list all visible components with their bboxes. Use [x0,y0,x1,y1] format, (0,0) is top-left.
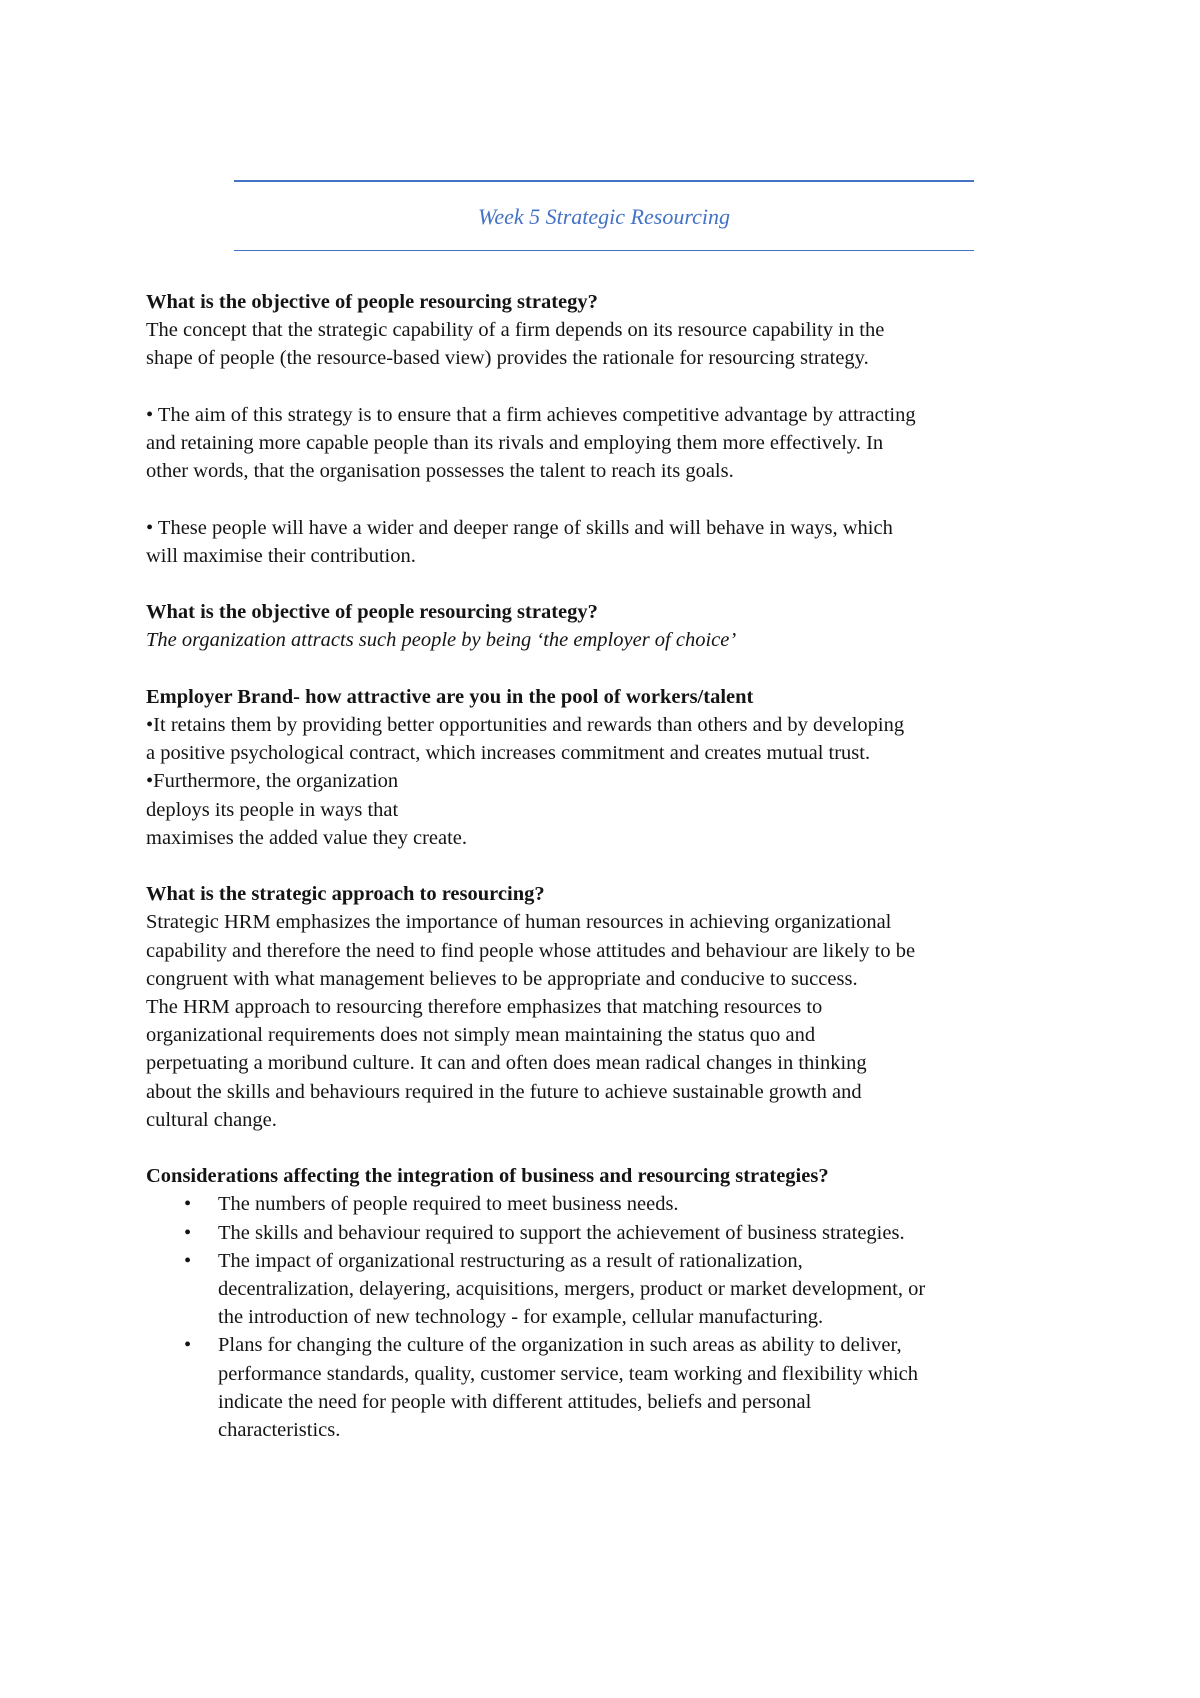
body-line: •Furthermore, the organization [146,770,399,793]
list-item-text: The numbers of people required to meet business needs. [218,1193,679,1216]
italic-statement: The organization attracts such people by being ‘the employer of choice’ [146,629,737,652]
list-item-text: Plans for changing the culture of the organization in such areas as ability to deliver, [218,1334,902,1357]
body-line: cultural change. [146,1108,277,1131]
body-line: a positive psychological contract, which increases commitment and creates mutual trust. [146,742,871,765]
list-item [146,1331,1076,1444]
list-item-text: the introduction of new technology - for example, cellular manufacturing. [218,1306,824,1329]
body-line: capability and therefore the need to find people whose attitudes and behaviour are likely to be [146,939,916,962]
body-line: shape of people (the resource-based view) provides the rationale for resourcing strategy. [146,347,869,370]
body-line: The HRM approach to resourcing therefore emphasizes that matching resources to [146,996,823,1018]
body-line: other words, that the organisation possesses the talent to reach its goals. [146,460,734,483]
list-item-text: characteristics. [218,1419,341,1442]
body-line: maximises the added value they create. [146,826,468,849]
section-heading-strategic-approach: What is the strategic approach to resourcing? [146,883,545,906]
body-line: organizational requirements does not simply mean maintaining the status quo and [146,1024,816,1047]
header-rule-top [234,180,974,182]
list-item-text: decentralization, delayering, acquisitions, mergers, product or market development, or [218,1278,926,1301]
body-line: • These people will have a wider and deeper range of skills and will behave in ways, which [146,516,893,539]
body-line: and retaining more capable people than its rivals and employing them more effectively. In [146,432,884,454]
body-line: •It retains them by providing better opportunities and rewards than others and by developing [146,713,905,736]
section-heading-objective: What is the objective of people resourcing strategy? [146,291,598,313]
body-line: The concept that the strategic capability of a firm depends on its resource capability in the [146,319,885,342]
list-item-text: The skills and behaviour required to support the achievement of business strategies. [218,1221,905,1244]
list-item [146,1190,1076,1218]
bullet-icon: • [184,1334,192,1357]
body-line: about the skills and behaviours required in the future to achieve sustainable growth and [146,1080,862,1103]
section-heading-employer-brand: Employer Brand- how attractive are you in the pool of workers/talent [146,685,754,708]
body-line: deploys its people in ways that [146,798,399,821]
body-line: congruent with what management believes to be appropriate and conducive to success. [146,967,858,990]
bullet-icon: • [184,1193,192,1216]
considerations-list [146,1190,1076,1444]
list-item [146,1219,1076,1247]
list-item-text: performance standards, quality, customer service, team working and flexibility which [218,1362,919,1385]
list-item-text: indicate the need for people with different attitudes, beliefs and personal [218,1390,812,1413]
document-title: Week 5 Strategic Resourcing [478,204,730,229]
list-item [146,1247,1076,1332]
section-heading-objective-2: What is the objective of people resourcing strategy? [146,601,598,624]
body-line: Strategic HRM emphasizes the importance of human resources in achieving organizational [146,911,892,934]
body-line: will maximise their contribution. [146,544,416,567]
body-line: • The aim of this strategy is to ensure that a firm achieves competitive advantage by attracting [146,403,916,426]
section-heading-considerations: Considerations affecting the integration of business and resourcing strategies? [146,1165,829,1188]
body-line: perpetuating a moribund culture. It can and often does mean radical changes in thinking [146,1052,867,1075]
header-rule-bottom [234,250,974,251]
list-item-text: The impact of organizational restructuring as a result of rationalization, [218,1249,803,1272]
bullet-icon: • [184,1221,192,1244]
bullet-icon: • [184,1249,192,1272]
document-body [146,288,1076,1444]
